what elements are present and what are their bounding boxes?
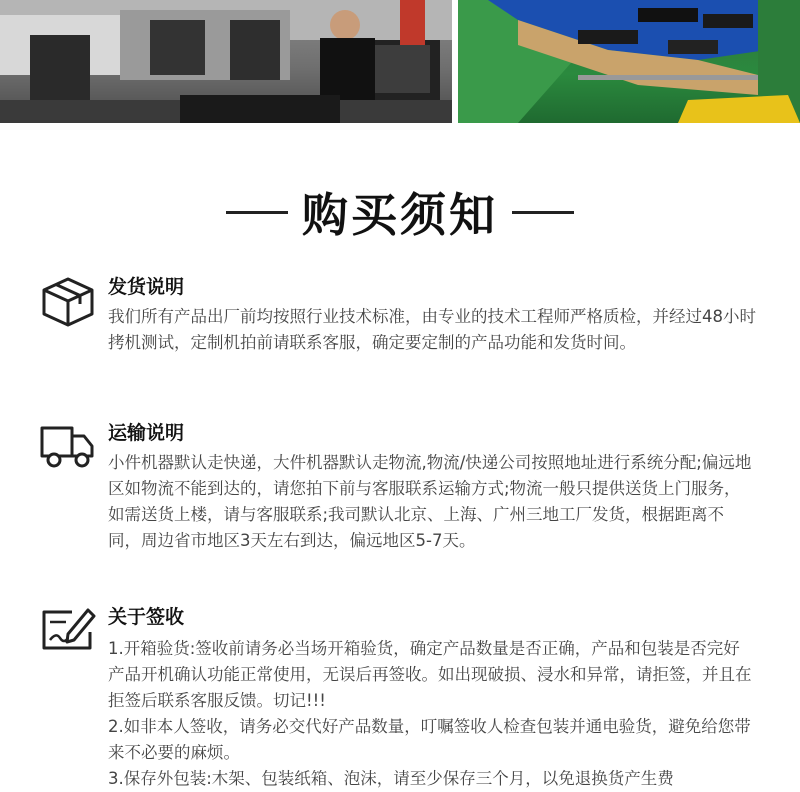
shipping-title: 发货说明 xyxy=(108,276,185,298)
signing-line-2: 2.如非本人签收，请务必交代好产品数量，叮嘱签收人检查包装并通电验货，避免给您带来不必要的麻烦。 xyxy=(108,717,751,762)
signing-section xyxy=(38,598,768,786)
transport-section xyxy=(38,414,768,564)
signing-line-1: 1.开箱验货:签收前请务必当场开箱验货，确定产品数量是否正确，产品和包装是否完好产品开机确认功能正常使用，无误后再签收。如出现破损、浸水和异常，请拒签，并且在拒签后联系客服反馈。切记!!! xyxy=(108,639,752,710)
signing-title: 关于签收 xyxy=(108,606,185,628)
delivery-truck-icon xyxy=(38,420,98,472)
signing-line-3: 3.保存外包装:木架、包装纸箱、泡沫，请至少保存三个月，以免退换货产生费 xyxy=(108,769,674,788)
title-rule-right xyxy=(512,211,574,214)
title-rule-left xyxy=(226,211,288,214)
section-title-text: 购买须知 xyxy=(302,188,498,242)
header-photos xyxy=(0,0,800,123)
transport-title: 运输说明 xyxy=(108,422,185,444)
shipping-body: 我们所有产品出厂前均按照行业技术标准，由专业的技术工程师严格质检，并经过48小时拷机测试，定制机拍前请联系客服，确定要定制的产品功能和发货时间。 xyxy=(108,307,756,352)
section-title xyxy=(0,172,800,252)
sign-document-icon xyxy=(38,604,98,656)
package-box-icon xyxy=(38,276,98,328)
transport-body: 小件机器默认走快递，大件机器默认走物流,物流/快递公司按照地址进行系统分配;偏远地区如物流不能到达的，请您拍下前与客服联系运输方式;物流一般只提供送货上门服务，如需送货上楼，请与客服联系;我司默认北京、上海、广州三地工厂发货，根据距离不同，周边省市地区3天左右到达，偏远地区5-7天。 xyxy=(108,453,752,550)
workshop-photo xyxy=(458,0,800,123)
shipping-section xyxy=(38,268,768,388)
office-photo xyxy=(0,0,452,123)
